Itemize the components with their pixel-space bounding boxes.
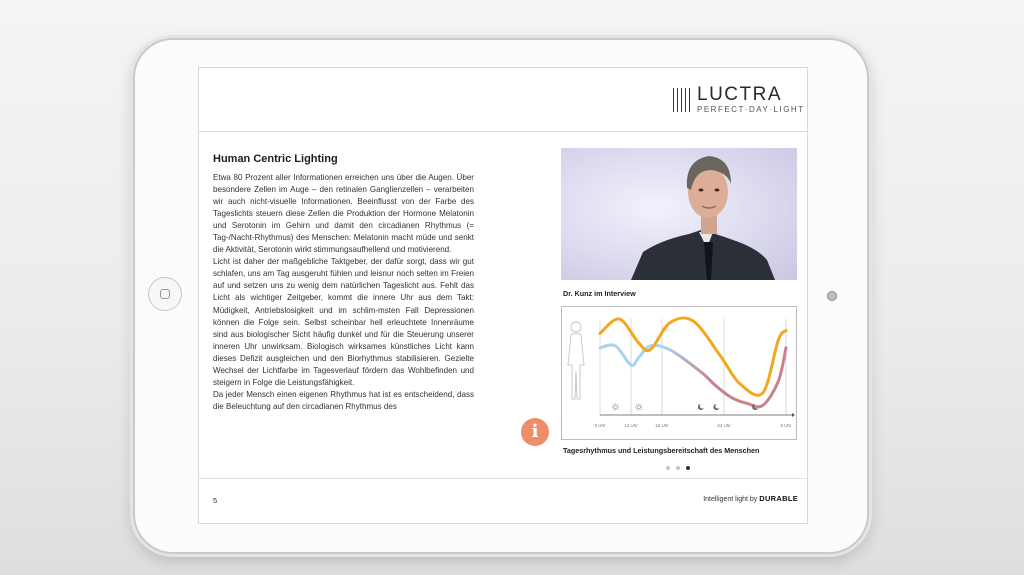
sun-ray (636, 404, 637, 405)
sun-ray (641, 404, 642, 405)
page-dots (666, 466, 696, 472)
page-dot[interactable] (666, 466, 670, 470)
luctra-logo (673, 84, 805, 116)
page-dot-active[interactable] (686, 466, 690, 470)
circadian-chart (561, 306, 797, 440)
sun-ray (613, 404, 614, 405)
info-button[interactable]: i (521, 418, 549, 446)
human-silhouette-icon (568, 322, 584, 399)
home-square-icon (160, 289, 170, 299)
sun-ray (636, 409, 637, 410)
header-divider (199, 131, 807, 132)
moon-icon (713, 404, 719, 410)
sun-ray (613, 409, 614, 410)
chart-svg (562, 307, 796, 439)
brand-line (703, 494, 798, 503)
interview-video[interactable] (561, 148, 797, 280)
sun-ray (641, 409, 642, 410)
durable-logo: DURABLE (759, 494, 798, 503)
article-title: Human Centric Lighting (213, 153, 338, 165)
logo-bars-icon (673, 88, 693, 112)
home-button[interactable] (148, 277, 182, 311)
chart-tick-label: 24 Uhr (717, 423, 731, 428)
chart-tick-label: 12 Uhr (624, 423, 638, 428)
chart-tick-label: 8 Uhr (594, 423, 606, 428)
chart-axis-arrow (792, 413, 795, 417)
page-number: 5 (213, 496, 218, 505)
logo-tagline: PERFECT·DAY·LIGHT (697, 105, 805, 114)
camera-icon (827, 291, 837, 301)
page-dot[interactable] (676, 466, 680, 470)
chart-series-line-performance (600, 318, 786, 395)
interview-person-image (561, 148, 797, 280)
article-body (213, 172, 474, 413)
chart-series-line-rhythm (600, 345, 786, 407)
chart-tick-label: 8 Uhr (780, 423, 792, 428)
sun-icon (614, 405, 618, 409)
footer-divider (199, 478, 807, 479)
chart-tick-label: 16 Uhr (655, 423, 669, 428)
logo-wordmark: LUCTRA (697, 84, 783, 105)
article-paragraph: Etwa 80 Prozent aller Informationen erreichen uns über die Augen. Über besondere Zellen im Auge – den retinalen Ganglienzellen – verarbeiten wir auch nicht-visuelle Informationen. Beeinflusst von der Farbe des Tageslichts steuern diese Zellen die Produktion der Hormone Melatonin und Serotonin im Gehirn und damit den circadianen Rhythmus (= Tag-/Nacht-Rhythmus) des Menschen: Melatonin macht müde und senkt die Aktivität, Serotonin wirkt stimmungsaufhellend und motivierend. (213, 173, 474, 255)
sun-ray (617, 404, 618, 405)
article-paragraph: Licht ist daher der maßgebliche Taktgeber, der dafür sorgt, dass wir gut schlafen, uns am Tag ausgeruht fühlen und leisnur noch selten im Freien auf und setzen uns zu wenig dem natürlichen Tageslicht aus. Fehlt das Licht als wichtiger Zeitgeber, kommt die innere Uhr aus dem Takt: Müdigkeit, Antriebslosigkeit und im schlim-msten Fall Depressionen können die Folge sein. Selbst scheinbar hell erleuchtete Innenräume sind aus biologischer Sicht häufig dunkel und für die Steuerung unserer inneren Uhr unwirksam. Biologisch wirksames künstliches Licht kann dieses Defizit ausgleichen und den Biorhythmus stabilisieren. Gezielte Wechsel der Lichtfarbe im Tagesverlauf fördern das Wohlbefinden und steigern in Folge die Leistungsfähigkeit. (213, 257, 474, 387)
brand-prefix: Intelligent light by (703, 496, 758, 503)
video-caption: Dr. Kunz im Interview (563, 289, 636, 298)
article-paragraph: Da jeder Mensch einen eigenen Rhythmus hat ist es entscheidend, dass die Beleuchtung auf den circadianen Rhythmus des (213, 389, 474, 411)
moon-icon (698, 404, 704, 410)
chart-caption: Tagesrhythmus und Leistungsbereitschaft des Menschen (563, 446, 760, 455)
sun-ray (617, 409, 618, 410)
sun-icon (637, 405, 641, 409)
tablet-screen (198, 67, 808, 524)
